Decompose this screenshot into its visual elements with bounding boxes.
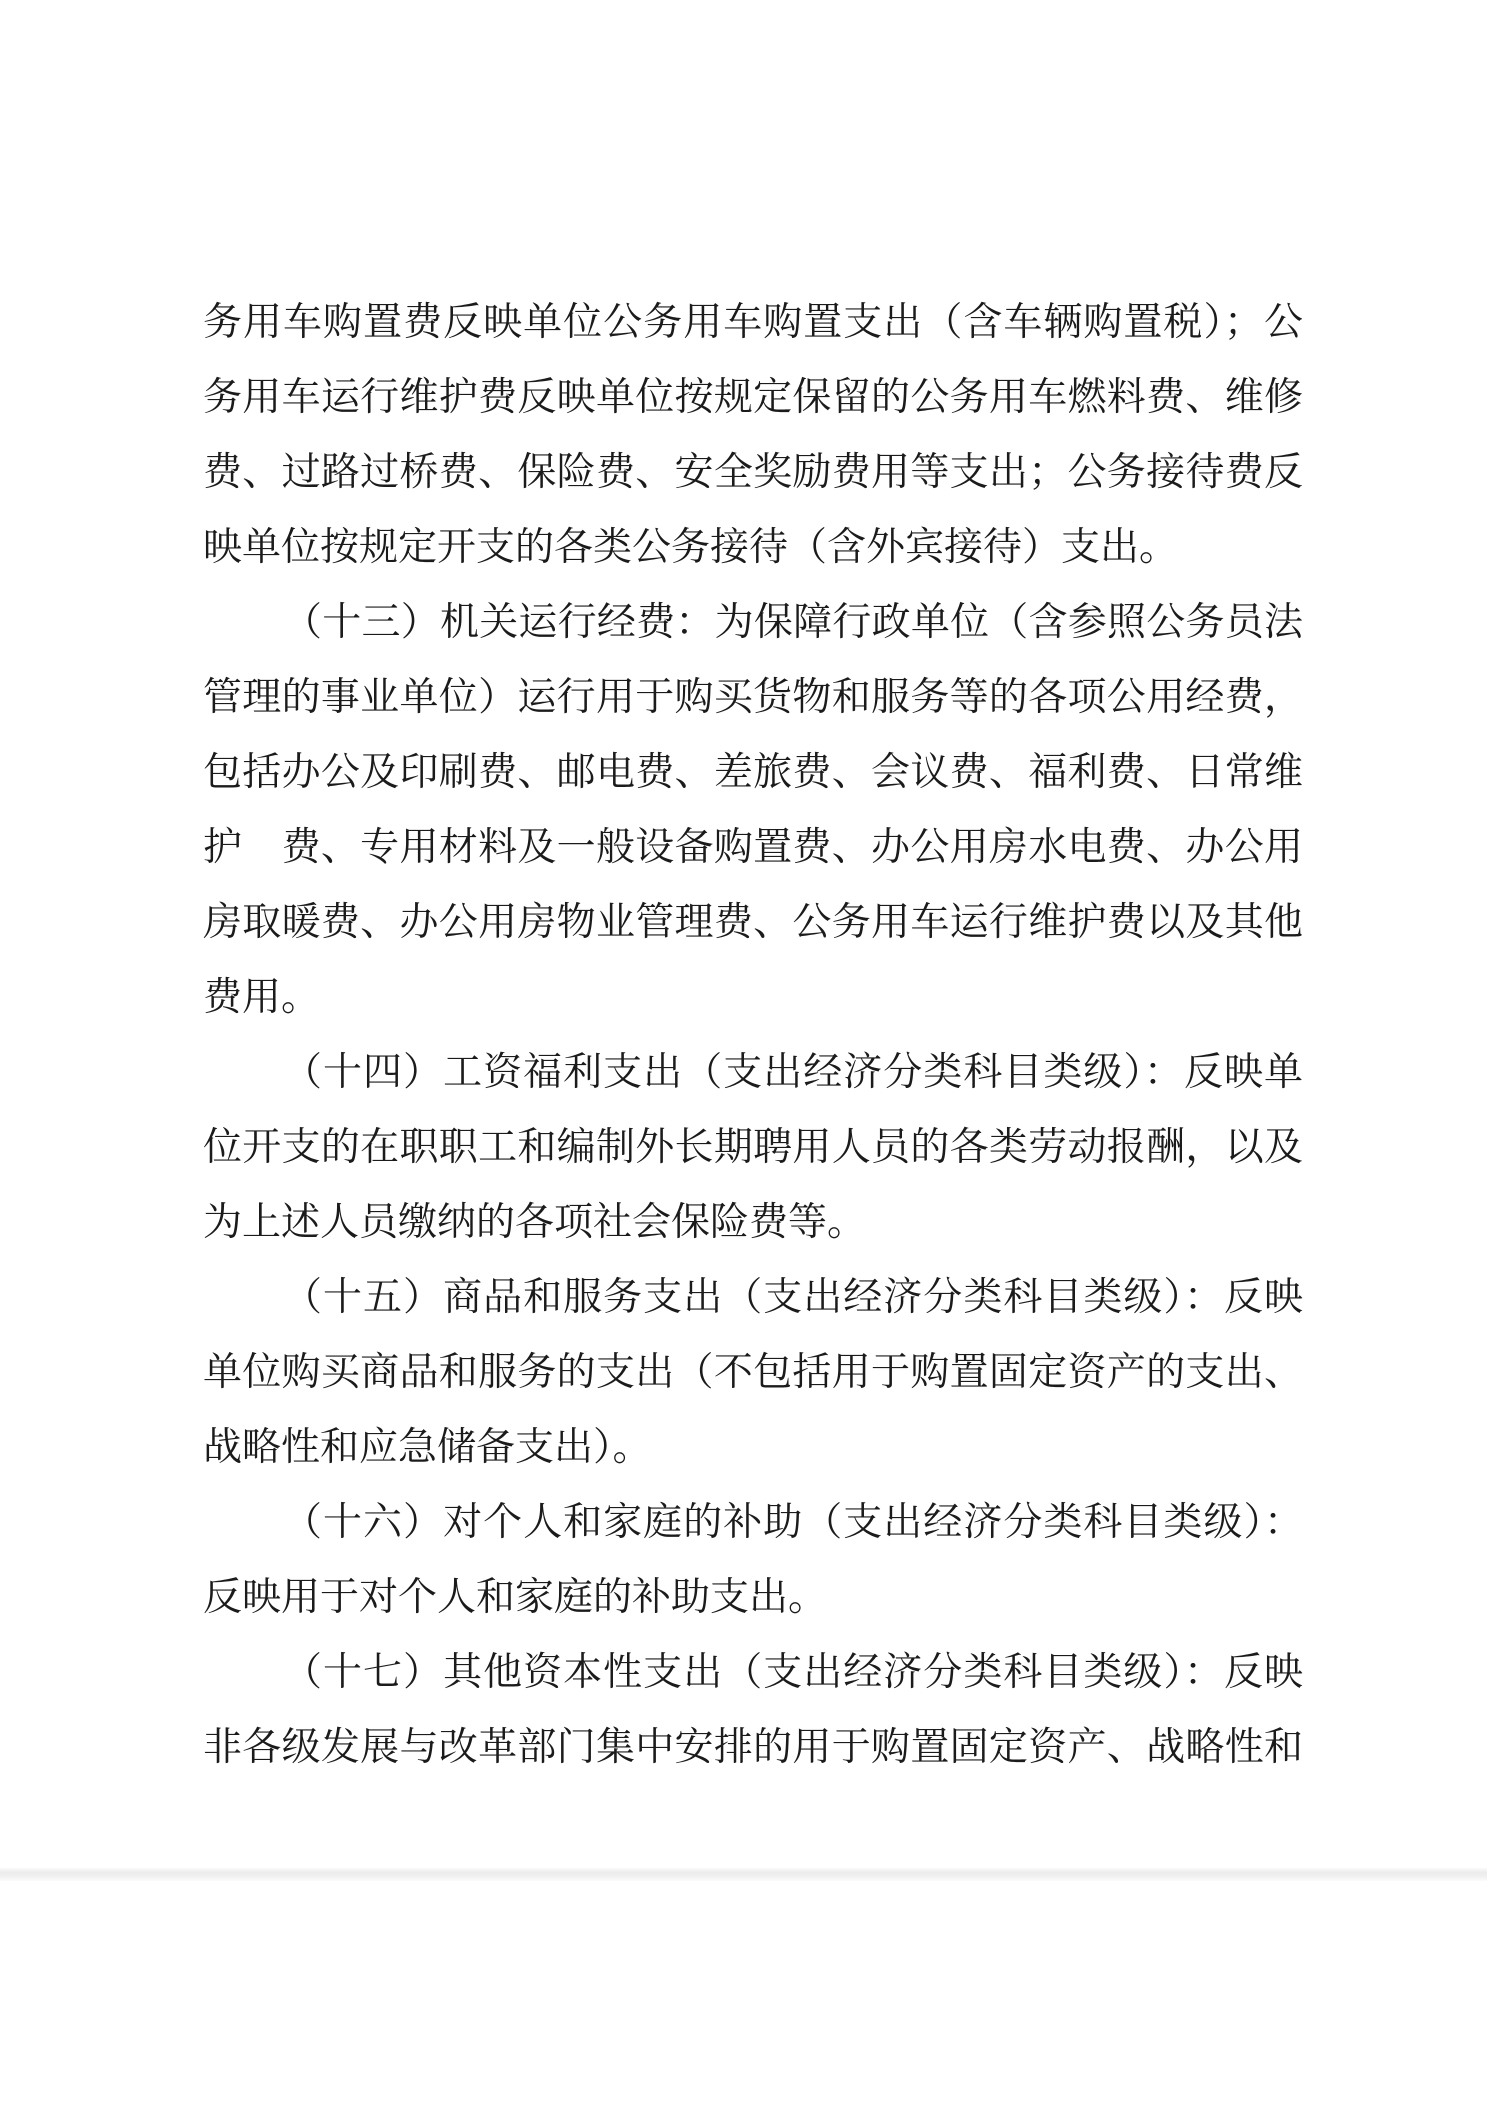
- page-scan-divider-line: [0, 1868, 1487, 1881]
- text-line: 费用。: [203, 976, 321, 1019]
- text-line: 单位购买商品和服务的支出（不包括用于购置固定资产的支出、: [203, 1351, 1303, 1394]
- text-line: 为上述人员缴纳的各项社会保险费等。: [203, 1201, 867, 1244]
- paragraph-item-17: [203, 1635, 1303, 1785]
- paragraph-item-16: [203, 1485, 1303, 1635]
- text-line: 护 费、专用材料及一般设备购置费、办公用房水电费、办公用: [203, 826, 1303, 869]
- text-line: 映单位按规定开支的各类公务接待（含外宾接待）支出。: [203, 526, 1179, 569]
- text-line: 费、过路过桥费、保险费、安全奖励费用等支出；公务接待费反: [203, 451, 1303, 494]
- text-line: 管理的事业单位）运行用于购买货物和服务等的各项公用经费，: [203, 676, 1303, 719]
- text-line: 非各级发展与改革部门集中安排的用于购置固定资产、战略性和: [203, 1726, 1303, 1769]
- text-line: 位开支的在职职工和编制外长期聘用人员的各类劳动报酬，以及: [203, 1126, 1303, 1169]
- text-line: 房取暖费、办公用房物业管理费、公务用车运行维护费以及其他: [203, 901, 1303, 944]
- text-line: （十七）其他资本性支出（支出经济分类科目类级）：反映: [283, 1651, 1303, 1694]
- text-line: （十三）机关运行经费：为保障行政单位（含参照公务员法: [283, 601, 1303, 644]
- text-line: 战略性和应急储备支出）。: [203, 1426, 652, 1469]
- text-line: 务用车运行维护费反映单位按规定保留的公务用车燃料费、维修: [203, 376, 1303, 419]
- text-line: 包括办公及印刷费、邮电费、差旅费、会议费、福利费、日常维: [203, 751, 1303, 794]
- document-body: [203, 285, 1303, 1785]
- text-line: （十四）工资福利支出（支出经济分类科目类级）：反映单: [283, 1051, 1303, 1094]
- paragraph-item-12-continuation: [203, 285, 1303, 585]
- paragraph-item-14: [203, 1035, 1303, 1260]
- paragraph-item-15: [203, 1260, 1303, 1485]
- text-line: 反映用于对个人和家庭的补助支出。: [203, 1576, 828, 1619]
- text-line: （十五）商品和服务支出（支出经济分类科目类级）：反映: [283, 1276, 1303, 1319]
- text-line: （十六）对个人和家庭的补助（支出经济分类科目类级）：: [283, 1501, 1303, 1544]
- paragraph-item-13: [203, 585, 1303, 1035]
- text-line: 务用车购置费反映单位公务用车购置支出（含车辆购置税）；公: [203, 301, 1303, 344]
